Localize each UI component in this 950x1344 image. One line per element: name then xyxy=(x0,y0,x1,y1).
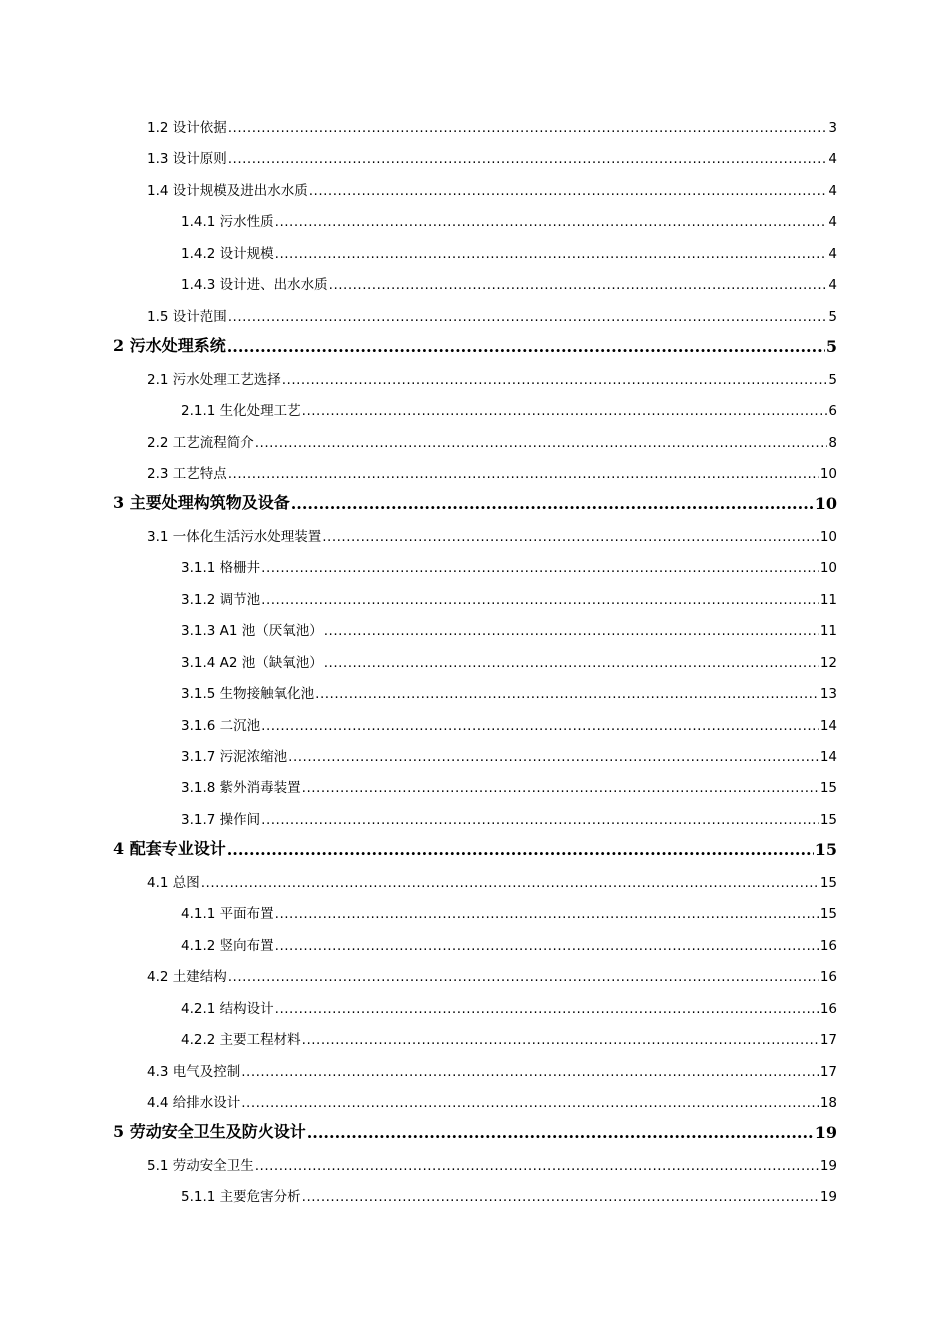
toc-entry[interactable] xyxy=(147,301,837,325)
toc-dot-leader xyxy=(315,689,819,703)
toc-entry-title: 5 劳动安全卫生及防火设计 xyxy=(113,1122,306,1142)
toc-entry[interactable] xyxy=(181,772,837,796)
toc-dot-leader xyxy=(282,374,828,388)
toc-entry[interactable] xyxy=(147,867,837,891)
toc-entry[interactable] xyxy=(113,483,837,513)
toc-entry[interactable] xyxy=(147,458,837,482)
toc-entry-page-number: 3 xyxy=(828,120,837,136)
toc-dot-leader xyxy=(228,972,819,986)
toc-entry[interactable] xyxy=(181,710,837,734)
toc-entry-page-number: 17 xyxy=(819,1032,837,1049)
toc-entry-page-number: 10 xyxy=(819,528,837,545)
toc-entry-title: 4 配套专业设计 xyxy=(113,839,226,859)
toc-dot-leader xyxy=(261,594,819,608)
toc-entry-page-number: 5 xyxy=(828,308,837,325)
toc-entry-page-number: 15 xyxy=(819,780,837,797)
toc-entry-page-number: 10 xyxy=(819,465,837,482)
toc-entry-page-number: 15 xyxy=(819,811,837,828)
toc-entry-title: 1.4.2 设计规模 xyxy=(181,245,274,262)
toc-entry[interactable] xyxy=(113,326,837,356)
toc-dot-leader xyxy=(201,877,819,891)
toc-entry-page-number: 12 xyxy=(819,654,837,671)
toc-entry[interactable] xyxy=(181,993,837,1017)
toc-dot-leader xyxy=(302,783,819,797)
toc-entry[interactable] xyxy=(147,521,837,545)
toc-entry-title: 3.1.7 操作间 xyxy=(181,811,261,828)
toc-entry[interactable] xyxy=(147,1056,837,1080)
toc-entry-title: 1.3 设计原则 xyxy=(147,151,227,168)
toc-entry-page-number: 10 xyxy=(819,560,837,577)
toc-entry-title: 4.1 总图 xyxy=(147,874,200,891)
toc-entry-title: 3.1.6 二沉池 xyxy=(181,717,261,734)
toc-dot-leader xyxy=(291,497,814,513)
toc-entry[interactable] xyxy=(181,615,837,639)
toc-entry-title: 4.1.1 平面布置 xyxy=(181,906,274,923)
toc-dot-leader xyxy=(275,909,819,923)
toc-entry-page-number: 5 xyxy=(828,371,837,388)
toc-dot-leader xyxy=(309,185,828,199)
toc-entry-page-number: 17 xyxy=(819,1063,837,1080)
toc-dot-leader xyxy=(228,468,819,482)
toc-entry-page-number: 15 xyxy=(814,840,837,860)
toc-entry-title: 5.1.1 主要危害分析 xyxy=(181,1189,301,1206)
toc-entry-page-number: 16 xyxy=(819,1000,837,1017)
toc-entry-title: 1.4.1 污水性质 xyxy=(181,214,274,231)
toc-dot-leader xyxy=(324,657,819,671)
toc-entry-page-number: 4 xyxy=(828,214,837,231)
toc-dot-leader xyxy=(307,1126,814,1142)
toc-dot-leader xyxy=(227,843,814,859)
toc-dot-leader xyxy=(324,626,819,640)
toc-entry[interactable] xyxy=(147,961,837,985)
toc-entry-page-number: 18 xyxy=(819,1094,837,1111)
toc-entry-page-number: 6 xyxy=(828,403,837,420)
toc-dot-leader xyxy=(255,437,828,451)
toc-dot-leader xyxy=(228,311,828,325)
toc-entry-page-number: 4 xyxy=(828,182,837,199)
toc-entry[interactable] xyxy=(181,898,837,922)
toc-dot-leader xyxy=(322,531,819,545)
toc-entry[interactable] xyxy=(181,552,837,576)
toc-entry[interactable] xyxy=(181,584,837,608)
toc-entry-title: 4.2.2 主要工程材料 xyxy=(181,1032,301,1049)
toc-entry-title: 2.2 工艺流程简介 xyxy=(147,434,254,451)
toc-dot-leader xyxy=(228,154,828,168)
toc-entry[interactable] xyxy=(181,804,837,828)
toc-entry[interactable] xyxy=(147,1150,837,1174)
toc-entry[interactable] xyxy=(147,1087,837,1111)
toc-entry-title: 1.2 设计依据 xyxy=(147,120,227,136)
toc-entry-title: 5.1 劳动安全卫生 xyxy=(147,1157,254,1174)
toc-dot-leader xyxy=(261,720,819,734)
toc-entry-title: 2 污水处理系统 xyxy=(113,336,226,356)
toc-dot-leader xyxy=(227,340,825,356)
toc-entry-title: 4.1.2 竖向布置 xyxy=(181,937,274,954)
toc-entry-title: 3.1.3 A1 池（厌氧池） xyxy=(181,623,323,640)
toc-entry[interactable] xyxy=(181,395,837,419)
toc-entry[interactable] xyxy=(113,829,837,859)
toc-dot-leader xyxy=(241,1066,819,1080)
toc-dot-leader xyxy=(241,1097,819,1111)
toc-entry[interactable] xyxy=(181,1024,837,1048)
toc-dot-leader xyxy=(261,814,819,828)
toc-entry-page-number: 14 xyxy=(819,749,837,765)
toc-entry-title: 4.4 给排水设计 xyxy=(147,1094,241,1111)
toc-entry-title: 1.5 设计范围 xyxy=(147,308,227,325)
toc-entry-page-number: 4 xyxy=(828,245,837,262)
toc-entry[interactable] xyxy=(147,143,837,167)
toc-entry-title: 3.1.5 生物接触氧化池 xyxy=(181,686,315,703)
toc-entry-page-number: 13 xyxy=(819,686,837,703)
toc-entry[interactable] xyxy=(181,206,837,230)
toc-entry-title: 3 主要处理构筑物及设备 xyxy=(113,493,290,513)
toc-entry-page-number: 15 xyxy=(819,874,837,891)
toc-entry-title: 3.1.1 格栅井 xyxy=(181,560,261,577)
toc-dot-leader xyxy=(302,1035,819,1049)
toc-dot-leader xyxy=(261,563,819,577)
toc-entry-title: 3.1.2 调节池 xyxy=(181,591,261,608)
toc-entry[interactable] xyxy=(113,1112,837,1142)
toc-entry-title: 2.1 污水处理工艺选择 xyxy=(147,371,281,388)
toc-entry-page-number: 16 xyxy=(819,969,837,986)
toc-entry-page-number: 16 xyxy=(819,937,837,954)
toc-entry[interactable] xyxy=(181,647,837,671)
toc-entry-page-number: 11 xyxy=(819,591,837,608)
toc-entry-title: 4.2.1 结构设计 xyxy=(181,1000,274,1017)
toc-entry-title: 3.1.4 A2 池（缺氧池） xyxy=(181,654,323,671)
toc-entry-page-number: 19 xyxy=(819,1189,837,1206)
toc-entry-title: 3.1.8 紫外消毒装置 xyxy=(181,780,301,797)
toc-entry-page-number: 14 xyxy=(819,717,837,734)
toc-entry-page-number: 8 xyxy=(828,434,837,451)
toc-entry[interactable] xyxy=(147,175,837,199)
toc-dot-leader xyxy=(255,1160,819,1174)
toc-entry[interactable] xyxy=(181,930,837,954)
toc-entry[interactable] xyxy=(147,112,837,136)
toc-entry[interactable] xyxy=(147,364,837,388)
toc-entry[interactable] xyxy=(181,269,837,293)
toc-entry-title: 3.1 一体化生活污水处理装置 xyxy=(147,528,322,545)
toc-entry[interactable] xyxy=(181,741,837,765)
toc-entry-page-number: 4 xyxy=(828,151,837,168)
toc-entry-title: 3.1.7 污泥浓缩池 xyxy=(181,749,288,765)
toc-entry-page-number: 11 xyxy=(819,623,837,640)
toc-entry-page-number: 5 xyxy=(825,337,837,357)
toc-entry-page-number: 10 xyxy=(814,494,837,514)
toc-entry-page-number: 15 xyxy=(819,906,837,923)
toc-entry[interactable] xyxy=(181,238,837,262)
toc-dot-leader xyxy=(329,280,828,294)
toc-dot-leader xyxy=(275,248,828,262)
toc-entry[interactable] xyxy=(147,427,837,451)
toc-entry[interactable] xyxy=(181,678,837,702)
toc-entry-title: 1.4 设计规模及进出水水质 xyxy=(147,182,308,199)
toc-entry-title: 4.3 电气及控制 xyxy=(147,1063,241,1080)
toc-dot-leader xyxy=(275,1003,819,1017)
toc-dot-leader xyxy=(275,217,828,231)
toc-dot-leader xyxy=(288,752,819,766)
toc-dot-leader xyxy=(302,1192,819,1206)
toc-dot-leader xyxy=(275,940,819,954)
toc-entry-title: 2.3 工艺特点 xyxy=(147,465,227,482)
toc-entry-title: 4.2 土建结构 xyxy=(147,969,227,986)
toc-dot-leader xyxy=(228,123,828,137)
toc-dot-leader xyxy=(302,406,828,420)
toc-entry-title: 1.4.3 设计进、出水水质 xyxy=(181,277,328,294)
toc-entry-page-number: 4 xyxy=(828,277,837,294)
toc-entry[interactable] xyxy=(181,1181,837,1205)
toc-entry-title: 2.1.1 生化处理工艺 xyxy=(181,403,301,420)
toc-entry-page-number: 19 xyxy=(814,1123,837,1143)
toc-entry-page-number: 19 xyxy=(819,1157,837,1174)
